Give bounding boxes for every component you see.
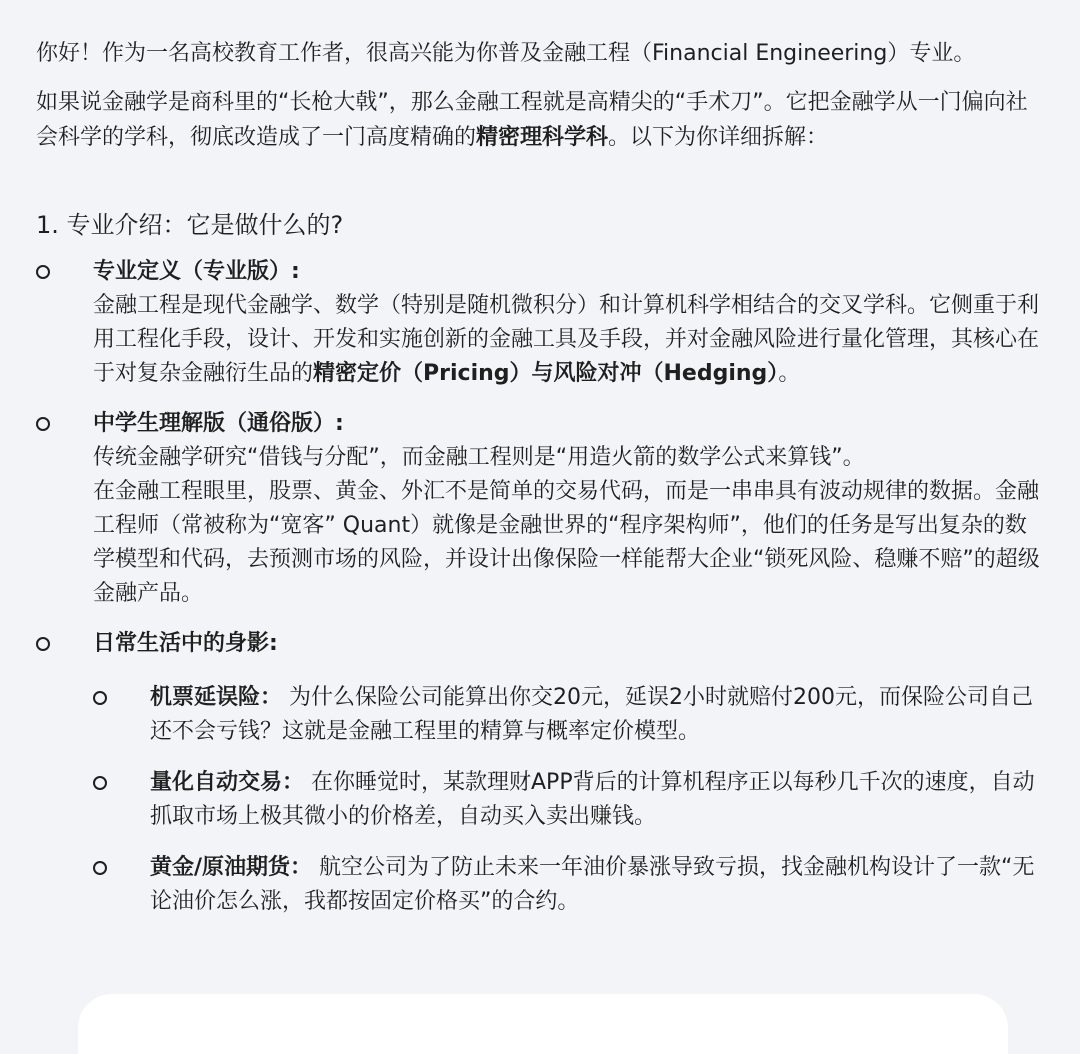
sub-list-item (36, 766, 1048, 834)
list-item-heading: 中学生理解版（通俗版）: (93, 411, 344, 436)
list-item-body: 传统金融学研究“借钱与分配”，而金融工程则是“用造火箭的数学公式来算钱”。 (93, 445, 865, 470)
sub-list-item (36, 851, 1048, 919)
hollow-circle-bullet-icon (93, 691, 107, 705)
list-item-daily-life (36, 627, 1048, 661)
intro-paragraph-2 (36, 85, 1048, 155)
hollow-circle-bullet-icon (36, 265, 50, 279)
input-panel[interactable] (78, 994, 1008, 1054)
sub-list (36, 681, 1048, 919)
list-item-heading: 日常生活中的身影: (93, 631, 278, 656)
section-heading: 1. 专业介绍：它是做什么的? (36, 211, 344, 239)
hollow-circle-bullet-icon (36, 417, 50, 431)
list-item-heading: 专业定义（专业版）: (93, 259, 300, 284)
sub-item-heading: 机票延误险： (150, 685, 283, 710)
sub-item-body: 航空公司为了防止未来一年油价暴涨导致亏损，找金融机构设计了一款“无论油价怎么涨，我都按固定价格买”的合约。 (150, 855, 1035, 914)
body-emphasis: 精密定价（Pricing）与风险对冲（Hedging） (313, 361, 779, 386)
intro-text: 你好！作为一名高校教育工作者，很高兴能为你普及金融工程（Financial Engineering）专业。 (36, 41, 976, 66)
intro-text: 。以下为你详细拆解： (608, 125, 829, 150)
list-item-plain-explanation (36, 407, 1048, 611)
hollow-circle-bullet-icon (36, 637, 50, 651)
sub-item-heading: 黄金/原油期货： (150, 855, 313, 880)
sub-item-body: 为什么保险公司能算出你交20元，延误2小时就赔付200元，而保险公司自己还不会亏钱？这就是金融工程里的精算与概率定价模型。 (150, 685, 1033, 744)
hollow-circle-bullet-icon (93, 776, 107, 790)
intro-paragraph-1 (36, 36, 1048, 71)
sub-item-body: 在你睡觉时，某款理财APP背后的计算机程序正以每秒几千次的速度，自动抓取市场上极其微小的价格差，自动买入卖出赚钱。 (150, 770, 1035, 829)
list-item-body (93, 289, 1048, 391)
intro-emphasis: 精密理科学科 (476, 125, 609, 150)
sub-item-heading: 量化自动交易： (150, 770, 305, 795)
hollow-circle-bullet-icon (93, 861, 107, 875)
list-item-body: 在金融工程眼里，股票、黄金、外汇不是简单的交易代码，而是一串串具有波动规律的数据。金融工程师（常被称为“宽客” Quant）就像是金融世界的“程序架构师”，他们的任务是写出复杂的数学模型和代码，去预测市场的风险，并设计出像保险一样能帮大企业“锁死风险、稳赚不赔”的超级金融产品。 (93, 479, 1040, 606)
intro-text: 如果说金融学是商科里的“长枪大戟”，那么金融工程就是高精尖的“手术刀”。它把金融学从一门偏向社会科学的学科，彻底改造成了一门高度精确的 (36, 90, 1028, 150)
body-text: 金融工程是现代金融学、数学（特别是随机微积分）和计算机科学相结合的交叉学科。它侧重于利用工程化手段，设计、开发和实施创新的金融工具及手段，并对金融风险进行量化管理，其核心在于对复杂金融衍生品的 (93, 293, 1040, 386)
sub-list-item (36, 681, 1048, 749)
body-text: 。 (778, 361, 801, 386)
list-item-definition (36, 255, 1048, 391)
chat-response (36, 36, 1048, 936)
